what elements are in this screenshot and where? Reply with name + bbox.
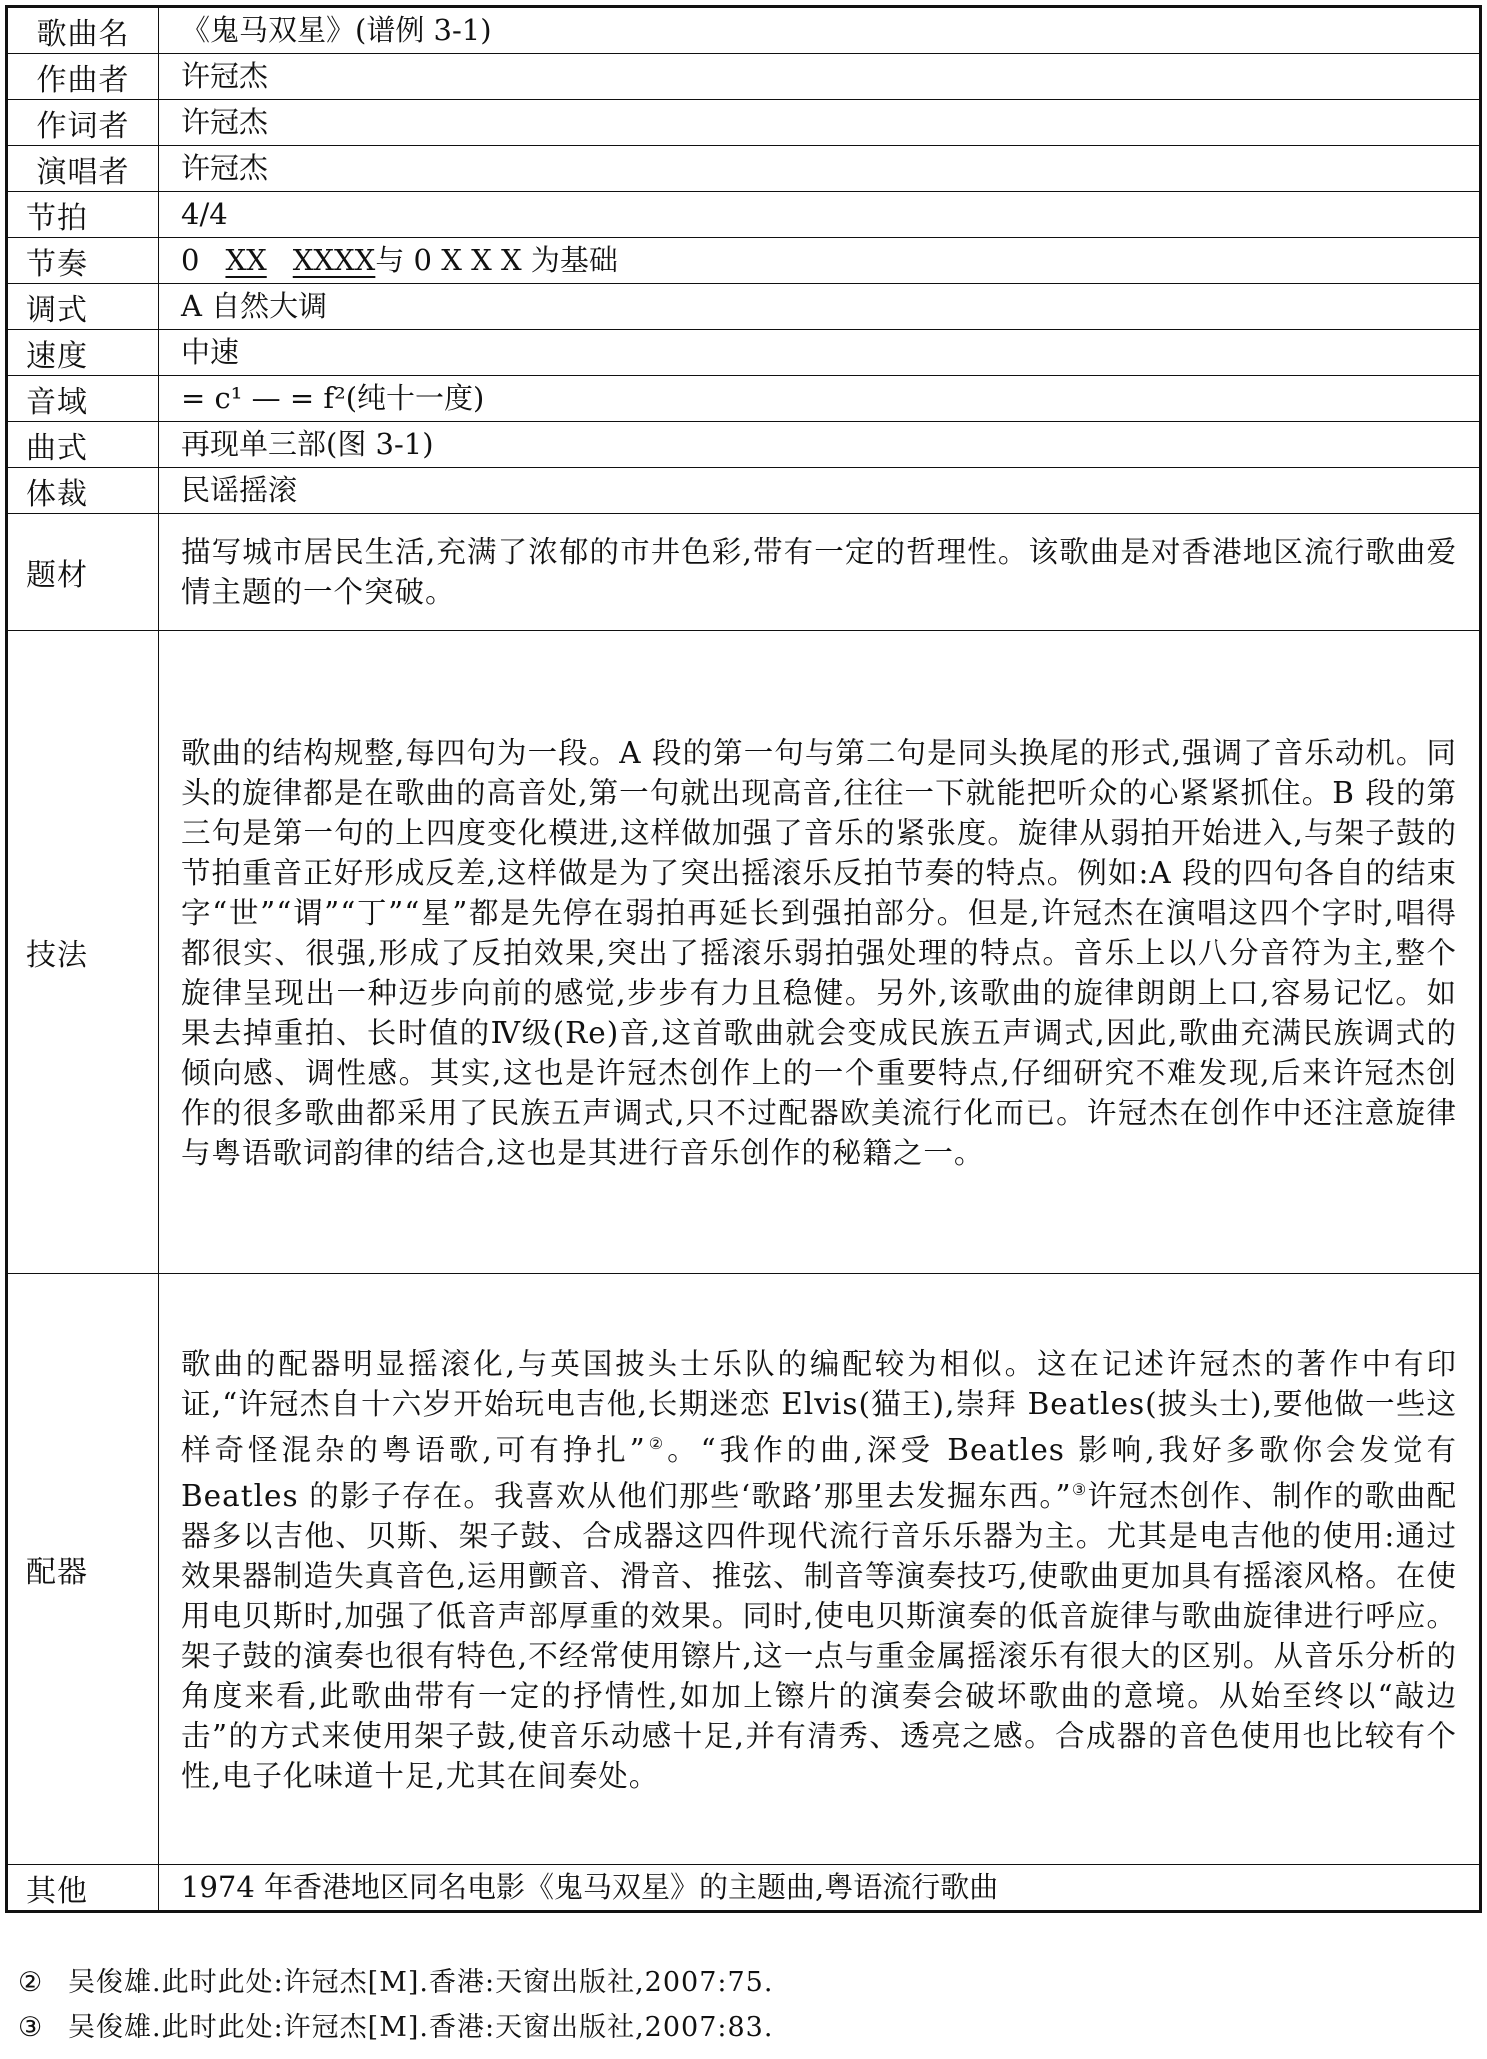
song-analysis-table xyxy=(5,5,1482,1913)
rhythm-sixteenths: XXXX xyxy=(292,243,376,277)
value-theme: 描写城市居民生活,充满了浓郁的市井色彩,带有一定的哲理性。该歌曲是对香港地区流行歌曲爱情主题的一个突破。 xyxy=(181,535,1457,609)
orchestration-text-3: 许冠杰创作、制作的歌曲配器多以吉他、贝斯、架子鼓、合成器这四件现代流行音乐乐器为主。尤其是电吉他的使用:通过效果器制造失真音色,运用颤音、滑音、推弦、制音等演奏技巧,使歌曲更加具有摇滚风格。在使用电贝斯时,加强了低音声部厚重的效果。同时,使电贝斯演奏的低音旋律与歌曲旋律进行呼应。架子鼓的演奏也很有特色,不经常使用镲片,这一点与重金属摇滚乐有很大的区别。从音乐分析的角度来看,此歌曲带有一定的抒情性,如加上镲片的演奏会破坏歌曲的意境。从始至终以“敲边击”的方式来使用架子鼓,使音乐动感十足,并有清秀、透亮之感。合成器的音色使用也比较有个性,电子化味道十足,尤其在间奏处。 xyxy=(181,1478,1458,1793)
value-lyricist: 许冠杰 xyxy=(159,100,1480,146)
label-meter: 节拍 xyxy=(26,200,88,236)
rhythm-rest: 0 xyxy=(181,243,200,277)
label-singer: 演唱者 xyxy=(8,146,159,192)
label-other: 其他 xyxy=(26,1873,88,1909)
row-tempo xyxy=(8,330,1480,376)
label-theme: 题材 xyxy=(26,558,88,593)
footnote-2 xyxy=(18,1967,773,1999)
footnote-ref-2: ② xyxy=(645,1434,668,1454)
value-singer: 许冠杰 xyxy=(159,146,1480,192)
label-lyricist: 作词者 xyxy=(8,100,159,146)
footnote-ref-3: ③ xyxy=(1071,1480,1088,1499)
value-range: = c¹ — = f²(纯十一度) xyxy=(159,376,1480,422)
row-other xyxy=(8,1865,1480,1911)
value-meter: 4/4 xyxy=(159,192,1480,238)
label-tempo: 速度 xyxy=(26,338,88,374)
value-song: 《鬼马双星》(谱例 3-1) xyxy=(159,8,1480,54)
label-orchestration: 配器 xyxy=(26,1555,88,1590)
value-technique: 歌曲的结构规整,每四句为一段。A 段的第一句与第二句是同头换尾的形式,强调了音乐动机。同头的旋律都是在歌曲的高音处,第一句就出现高音,往往一下就能把听众的心紧紧抓住。B 段的第三句是第一句的上四度变化模进,这样做加强了音乐的紧张度。旋律从弱拍开始进入,与架子鼓的节拍重音正好形成反差,这样做是为了突出摇滚乐反拍节奏的特点。例如:A 段的四句各自的结束字“世”“谓”“丁”“星”都是先停在弱拍再延长到强拍部分。但是,许冠杰在演唱这四个字时,唱得都很实、很强,形成了反拍效果,突出了摇滚乐弱拍强处理的特点。音乐上以八分音符为主,整个旋律呈现出一种迈步向前的感觉,步步有力且稳健。另外,该歌曲的旋律朗朗上口,容易记忆。如果去掉重拍、长时值的Ⅳ级(Re)音,这首歌曲就会变成民族五声调式,因此,歌曲充满民族调式的倾向感、调性感。其实,这也是许冠杰创作上的一个重要特点,仔细研究不难发现,后来许冠杰创作的很多歌曲都采用了民族五声调式,只不过配器欧美流行化而已。许冠杰在创作中还注意旋律与粤语歌词韵律的结合,这也是其进行音乐创作的秘籍之一。 xyxy=(181,736,1457,1170)
label-composer: 作曲者 xyxy=(8,54,159,100)
label-rhythm: 节奏 xyxy=(26,246,88,282)
row-orchestration xyxy=(8,1274,1480,1865)
row-range xyxy=(8,376,1480,422)
value-rhythm xyxy=(159,238,1480,284)
row-technique xyxy=(8,631,1480,1274)
footnote-3-text: 吴俊雄.此时此处:许冠杰[M].香港:天窗出版社,2007:83. xyxy=(68,2012,774,2043)
row-key xyxy=(8,284,1480,330)
row-theme xyxy=(8,514,1480,631)
value-tempo: 中速 xyxy=(159,330,1480,376)
label-form: 曲式 xyxy=(26,430,88,466)
label-genre: 体裁 xyxy=(26,476,88,512)
rhythm-eighths: XX xyxy=(225,243,267,277)
label-technique: 技法 xyxy=(26,938,88,973)
value-form: 再现单三部(图 3-1) xyxy=(159,422,1480,468)
footnote-3-number: ③ xyxy=(18,2012,44,2043)
value-orchestration xyxy=(181,1324,1457,1814)
row-singer xyxy=(8,146,1480,192)
row-lyricist xyxy=(8,100,1480,146)
label-key: 调式 xyxy=(26,292,88,328)
row-rhythm xyxy=(8,238,1480,284)
value-genre: 民谣摇滚 xyxy=(159,468,1480,514)
row-song xyxy=(8,8,1480,54)
row-meter xyxy=(8,192,1480,238)
value-composer: 许冠杰 xyxy=(159,54,1480,100)
footnote-3 xyxy=(18,2012,773,2044)
value-other: 1974 年香港地区同名电影《鬼马双星》的主题曲,粤语流行歌曲 xyxy=(159,1865,1480,1911)
value-key: A 自然大调 xyxy=(159,284,1480,330)
label-range: 音域 xyxy=(26,384,88,420)
label-song: 歌曲名 xyxy=(8,8,159,54)
footnote-2-number: ② xyxy=(18,1967,44,1998)
orchestration-text-2: 。“我作的曲,深受 Beatles 影响,我好多歌你会发觉有 Beatles 的影子存在。我喜欢从他们那些‘歌路’那里去发掘东西。” xyxy=(181,1433,1458,1513)
row-composer xyxy=(8,54,1480,100)
footnote-2-text: 吴俊雄.此时此处:许冠杰[M].香港:天窗出版社,2007:75. xyxy=(68,1967,774,1998)
row-genre xyxy=(8,468,1480,514)
row-form xyxy=(8,422,1480,468)
rhythm-basis: 与 0 X X X 为基础 xyxy=(375,243,618,277)
orchestration-text-1: 歌曲的配器明显摇滚化,与英国披头士乐队的编配较为相似。这在记述许冠杰的著作中有印证,“许冠杰自十六岁开始玩电吉他,长期迷恋 Elvis(猫王),崇拜 Beatles(披头士),要他做一些这样奇怪混杂的粤语歌,可有挣扎” xyxy=(181,1347,1457,1467)
